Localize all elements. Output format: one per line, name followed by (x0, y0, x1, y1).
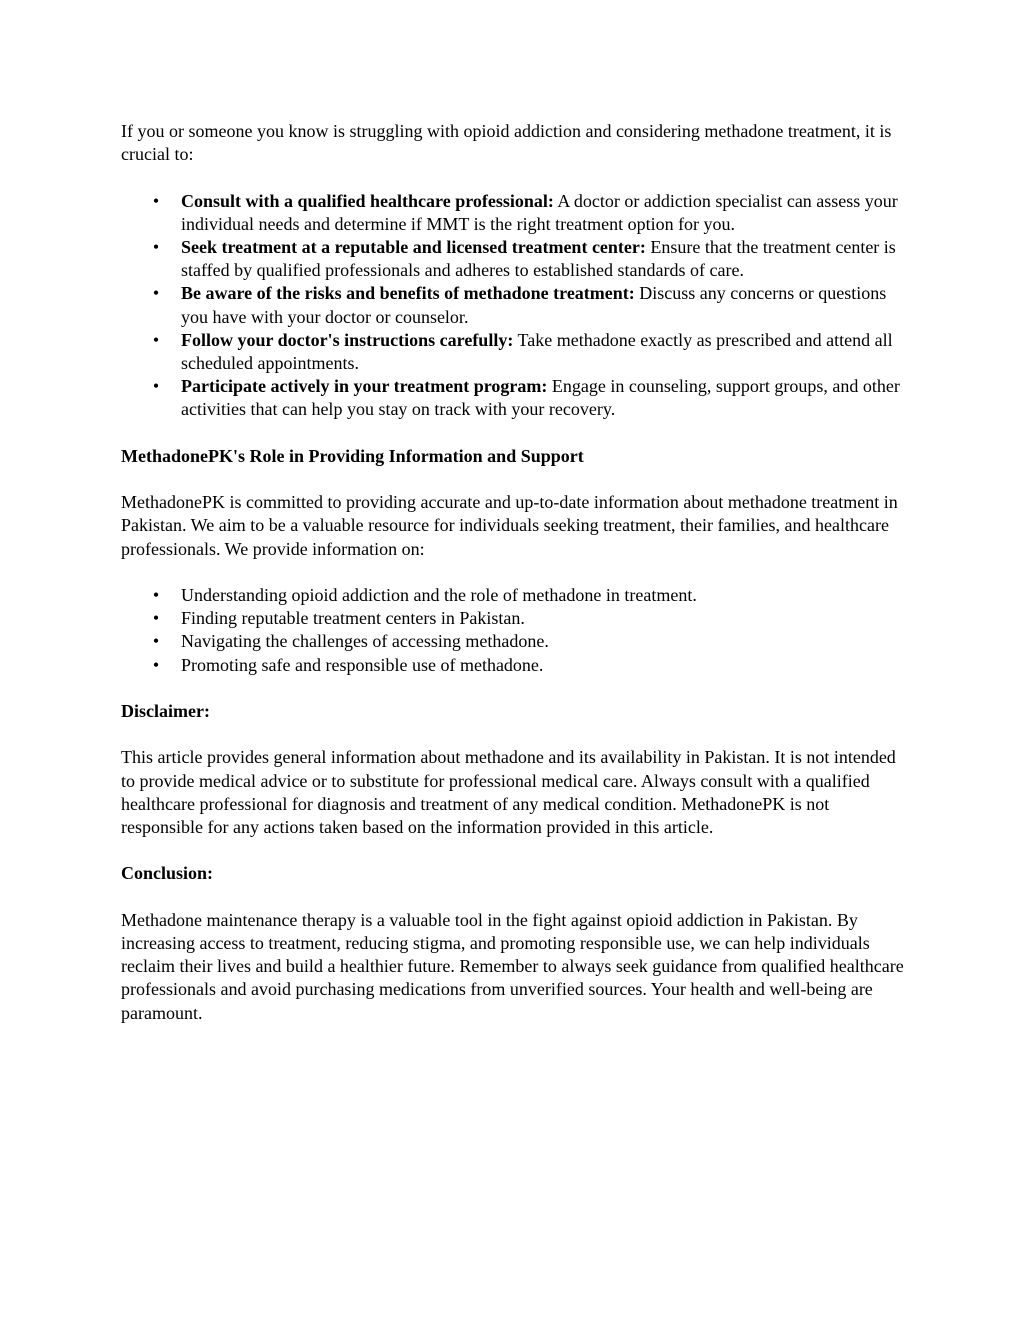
bullet-icon: • (152, 237, 160, 257)
conclusion-heading: Conclusion: (121, 863, 214, 884)
bullet-icon: • (152, 283, 160, 304)
list-item-bold-label: Participate actively in your treatment program: (181, 376, 548, 397)
information-topics-list (121, 584, 911, 677)
disclaimer-heading: Disclaimer: (121, 701, 210, 721)
bullet-icon: • (152, 329, 160, 350)
list-item (152, 654, 911, 677)
list-item-bold-label: Consult with a qualified healthcare professional: (181, 190, 554, 211)
intro-paragraph: If you or someone you know is struggling with opioid addiction and considering methadone treatment, it is crucial to: (121, 121, 892, 165)
list-item (152, 236, 911, 282)
list-item (152, 282, 911, 328)
bullet-icon: • (152, 654, 160, 675)
list-item-text: Navigating the challenges of accessing methadone. (181, 631, 549, 652)
list-item-text: Understanding opioid addiction and the role of methadone in treatment. (181, 585, 697, 605)
list-item-text: A doctor or addiction specialist can assess your individual needs and determine if MMT is the right treatment option for you. (181, 190, 898, 234)
list-item (152, 329, 911, 375)
list-item-bold-label: Follow your doctor's instructions carefully: (181, 329, 514, 350)
role-paragraph: MethadonePK is committed to providing accurate and up-to-date information about methadone treatment in Pakistan. We aim to be a valuable resource for individuals seeking treatment, their families, and healthcare professionals. We provide information on: (121, 492, 898, 559)
list-item-text: Take methadone exactly as prescribed and attend all scheduled appointments. (181, 329, 893, 374)
list-item-text: Promoting safe and responsible use of methadone. (181, 654, 544, 675)
list-item-bold-label: Be aware of the risks and benefits of methadone treatment: (181, 283, 635, 304)
role-section-heading: MethadonePK's Role in Providing Information and Support (121, 445, 584, 466)
bullet-icon: • (152, 376, 160, 397)
list-item-text: Discuss any concerns or questions you have with your doctor or counselor. (181, 283, 887, 327)
recommendation-list (121, 190, 911, 422)
conclusion-paragraph: Methadone maintenance therapy is a valuable tool in the fight against opioid addiction in Pakistan. By increasing access to treatment, reducing stigma, and promoting responsible use, we can help individuals reclaim their lives and build a healthier future. Remember to always seek guidance from qualified healthcare professionals and avoid purchasing medications from unverified sources. Your health and well-being are paramount. (121, 909, 904, 1023)
list-item-text: Ensure that the treatment center is staffed by qualified professionals and adheres to established standards of care. (181, 237, 896, 281)
list-item (152, 584, 911, 607)
disclaimer-paragraph: This article provides general information about methadone and its availability in Pakistan. It is not intended to provide medical advice or to substitute for professional medical care. Always consult with a qualified healthcare professional for diagnosis and treatment of any medical condition. MethadonePK is not responsible for any actions taken based on the information provided in this article. (121, 747, 896, 837)
bullet-icon: • (152, 190, 160, 211)
bullet-icon: • (152, 631, 160, 652)
list-item-text: Finding reputable treatment centers in Pakistan. (181, 608, 525, 629)
list-item (152, 190, 911, 236)
bullet-icon: • (152, 585, 160, 605)
list-item (152, 630, 911, 653)
list-item-bold-label: Seek treatment at a reputable and licensed treatment center: (181, 237, 646, 257)
bullet-icon: • (152, 608, 160, 629)
list-item (152, 375, 911, 421)
list-item (152, 607, 911, 630)
list-item-text: Engage in counseling, support groups, and other activities that can help you stay on track with your recovery. (181, 376, 900, 420)
document-page (121, 120, 911, 1048)
